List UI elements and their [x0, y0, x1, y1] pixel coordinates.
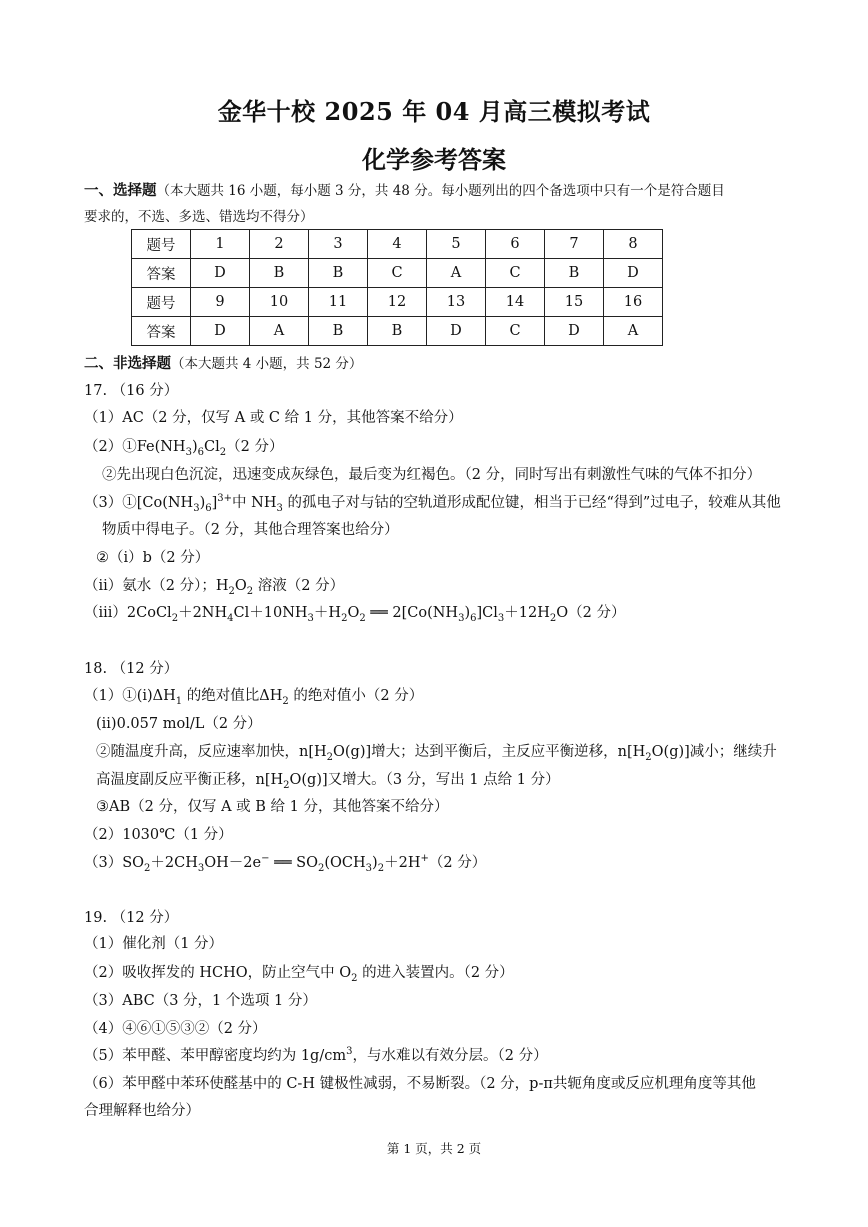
page-title: 金华十校 2025 年 04 月高三模拟考试	[217, 97, 651, 126]
section1-heading: 一、选择题	[84, 182, 157, 199]
section1-note-2: 要求的，不选、多选、错选均不得分）	[84, 209, 314, 225]
q17-line: （ii）氨水（2 分）；$H_2O_2$ 溶液（2 分）	[84, 578, 345, 597]
table-cell: D	[604, 259, 663, 288]
table-cell: C	[486, 317, 545, 346]
q17-line: ②先出现白色沉淀，迅速变成灰绿色，最后变为红褐色。（2 分，同时写出有刺激性气味的气体不扣分）	[102, 467, 762, 483]
table-cell: 2	[250, 230, 309, 259]
q17-line: $(2)①Fe(NH_3)_6Cl_2(2$ 分）	[84, 439, 284, 458]
table-cell: 16	[604, 288, 663, 317]
table-cell: 13	[427, 288, 486, 317]
section2-heading: 二、非选择题	[84, 355, 171, 372]
table-row	[132, 288, 663, 317]
table-cell: 10	[250, 288, 309, 317]
q19-line: （4）④⑥①⑤③②（2 分）	[84, 1021, 267, 1037]
answer-table	[131, 229, 663, 346]
q18-line: ③AB（2 分，仅写 A 或 B 给 1 分，其他答案不给分）	[96, 799, 449, 815]
q17-line: $(iii)2CoCl_2+2NH_4Cl+10NH_3+H_2O_2$ ══ $2[Co(NH_3)_6]Cl_3+12H_2O(2$ 分）	[84, 605, 626, 624]
table-cell: A	[604, 317, 663, 346]
q18-line: $(1)①(i)\Delta H_1$ 的绝对值比$\Delta H_2$ 的绝对值小（2 分）	[84, 688, 424, 707]
q19-line: （1）催化剂（1 分）	[84, 936, 224, 952]
table-cell: 11	[309, 288, 368, 317]
q18-line: 高温度副反应平衡正移，$n[H_2O(g)]$又增大。（3 分，写出 1 点给 1 分）	[96, 772, 560, 791]
table-cell: 12	[368, 288, 427, 317]
q19-line: （5）苯甲醛、苯甲醇密度均约为 $1g/cm^3$，与水难以有效分层。（2 分）	[84, 1046, 548, 1064]
q19-line: （2）吸收挥发的 HCHO，防止空气中 $O_2$ 的进入装置内。（2 分）	[84, 965, 514, 984]
table-cell: 答案	[132, 259, 191, 288]
table-cell: A	[250, 317, 309, 346]
q18-line: $(3)SO_2+2CH_3OH-2e^-$ ══ $SO_2(OCH_3)_2+2H^+(2$ 分）	[84, 853, 487, 874]
q18-line: （2）1030℃（1 分）	[84, 827, 233, 843]
table-cell: 题号	[132, 288, 191, 317]
table-cell: 6	[486, 230, 545, 259]
table-cell: 9	[191, 288, 250, 317]
q19-heading: 19. （12 分）	[84, 910, 179, 926]
q19-line: （6）苯甲醛中苯环使醛基中的 C-H 键极性减弱，不易断裂。（2 分，p-π共轭角度或反应机理角度等其他	[84, 1076, 756, 1092]
table-row	[132, 259, 663, 288]
table-cell: 3	[309, 230, 368, 259]
table-cell: D	[191, 259, 250, 288]
table-cell: B	[545, 259, 604, 288]
q18-line: ②随温度升高，反应速率加快，$n[H_2O(g)]$增大；达到平衡后，主反应平衡逆移，$n[H_2O(g)]$减小；继续升	[96, 744, 777, 763]
q17-line: 物质中得电子。（2 分，其他合理答案也给分）	[102, 522, 399, 538]
q17-line: ②（i）b（2 分）	[96, 550, 210, 566]
q19-line: （3）ABC（3 分，1 个选项 1 分）	[84, 993, 317, 1009]
page-subtitle: 化学参考答案	[362, 145, 506, 174]
q17-heading: 17. （16 分）	[84, 383, 179, 399]
section2-intro	[84, 354, 362, 374]
section1-note: （本大题共 16 小题，每小题 3 分，共 48 分。每小题列出的四个备选项中只有一个是符合题目	[156, 183, 725, 199]
table-row	[132, 317, 663, 346]
page-footer: 第 1 页，共 2 页	[386, 1141, 482, 1156]
table-cell: 1	[191, 230, 250, 259]
table-cell: B	[368, 317, 427, 346]
table-cell: B	[250, 259, 309, 288]
table-cell: C	[368, 259, 427, 288]
table-cell: 8	[604, 230, 663, 259]
q17-line: $(3)①[Co(NH_3)_6]^{3+}$中 $NH_3$ 的孤电子对与钴的空轨道形成配位键，相当于已经“得到”过电子，较难从其他	[84, 493, 781, 514]
q18-line: (ii)0.057 mol/L（2 分）	[96, 716, 262, 732]
q18-heading: 18. （12 分）	[84, 661, 179, 677]
table-cell: 7	[545, 230, 604, 259]
table-cell: 答案	[132, 317, 191, 346]
section1-intro	[84, 181, 725, 201]
table-cell: 15	[545, 288, 604, 317]
table-cell: D	[427, 317, 486, 346]
table-cell: 4	[368, 230, 427, 259]
table-cell: A	[427, 259, 486, 288]
table-cell: 14	[486, 288, 545, 317]
table-cell: B	[309, 317, 368, 346]
section2-note: （本大题共 4 小题，共 52 分）	[171, 356, 363, 372]
table-row	[132, 230, 663, 259]
q19-line: 合理解释也给分）	[84, 1103, 200, 1119]
table-cell: 题号	[132, 230, 191, 259]
table-cell: C	[486, 259, 545, 288]
table-cell: D	[545, 317, 604, 346]
table-cell: 5	[427, 230, 486, 259]
table-cell: B	[309, 259, 368, 288]
table-cell: D	[191, 317, 250, 346]
q17-line: （1）AC（2 分，仅写 A 或 C 给 1 分，其他答案不给分）	[84, 410, 463, 426]
